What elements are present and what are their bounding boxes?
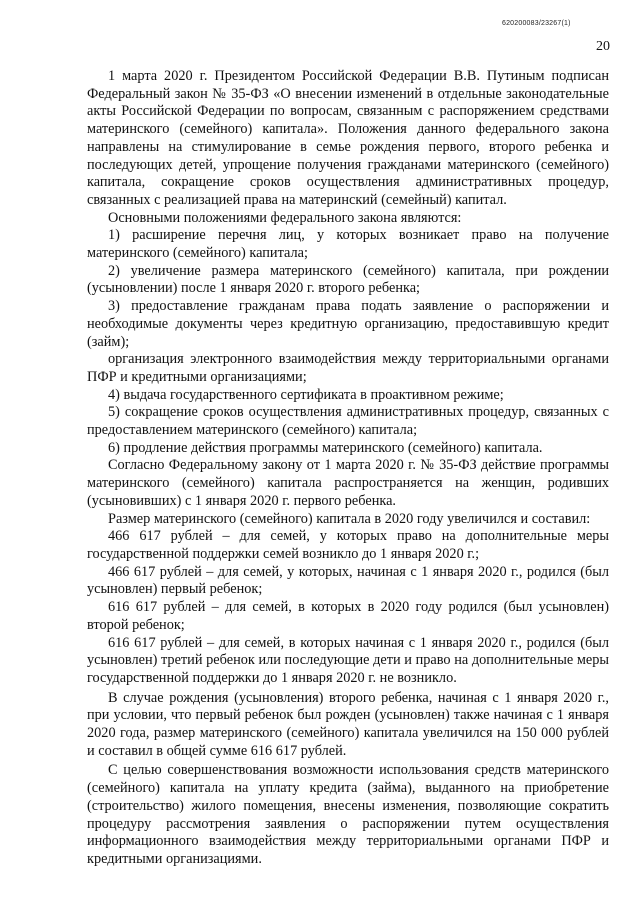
list-item-provision-3-cont: организация электронного взаимодействия между территориальными органами ПФР и кредитными организациями; xyxy=(87,351,609,385)
list-item-amount-3: 616 617 рублей – для семей, в которых в 2020 году родился (был усыновлен) второй ребенок; xyxy=(87,599,609,633)
list-item-amount-1: 466 617 рублей – для семей, у которых право на дополнительные меры государственной поддержки семей возникло до 1 января 2020 г.; xyxy=(87,528,609,562)
list-item-amount-2: 466 617 рублей – для семей, у которых, начиная с 1 января 2020 г., родился (был усыновлен) первый ребенок; xyxy=(87,563,609,598)
list-item-amount-4: 616 617 рублей – для семей, в которых начиная с 1 января 2020 г., родился (был усыновлен) третий ребенок или последующие дети и право на дополнительные меры государственной поддержки до 1 января 2020 г. не возникло. xyxy=(87,634,609,686)
document-body xyxy=(87,68,609,869)
paragraph-credit-improvement: С целью совершенствования возможности использования средств материнского (семейного) капитала на уплату кредита (займа), выданного на приобретение (строительство) жилого помещения, внесены изменения, позволяющие сократить процедуру рассмотрения заявления о распоряжении путем осуществления информационного взаимодействия между территориальными органами ПФР и кредитными организациями. xyxy=(87,762,609,867)
paragraph-program-scope: Согласно Федеральному закону от 1 марта 2020 г. № 35-ФЗ действие программы материнского (семейного) капитала распространяется на женщин, родивших (усыновивших) с 1 января 2020 г. первого ребенка. xyxy=(87,457,609,509)
paragraph-capital-size-intro: Размер материнского (семейного) капитала в 2020 году увеличился и составил: xyxy=(108,510,591,527)
page-number: 20 xyxy=(596,39,610,54)
document-id: 620200083/23267(1) xyxy=(502,20,571,27)
paragraph-second-child: В случае рождения (усыновления) второго ребенка, начиная с 1 января 2020 г., при условии, что первый ребенок был рожден (усыновлен) также начиная с 1 января 2020 года, размер материнского (семейного) капитала увеличился на 150 000 рублей и составил в общей сумме 616 617 рублей. xyxy=(87,689,609,759)
list-item-provision-3: 3) предоставление гражданам права подать заявление о распоряжении и необходимые документы через кредитную организацию, предоставившую кредит (займ); xyxy=(87,298,609,350)
list-item-provision-5: 5) сокращение сроков осуществления административных процедур, связанных с предоставлением материнского (семейного) капитала; xyxy=(87,404,609,439)
paragraph-main-provisions-intro: Основными положениями федерального закона являются: xyxy=(108,209,462,226)
list-item-provision-6: 6) продление действия программы материнского (семейного) капитала. xyxy=(108,439,543,456)
list-item-provision-1: 1) расширение перечня лиц, у которых возникает право на получение материнского (семейного) капитала; xyxy=(87,227,609,262)
list-item-provision-2: 2) увеличение размера материнского (семейного) капитала, при рождении (усыновлении) после 1 января 2020 г. второго ребенка; xyxy=(87,262,609,297)
list-item-provision-4: 4) выдача государственного сертификата в проактивном режиме; xyxy=(108,386,504,403)
paragraph-law-signing: 1 марта 2020 г. Президентом Российской Федерации В.В. Путиным подписан Федеральный закон № 35-ФЗ «О внесении изменений в отдельные законодательные акты Российской Федерации по вопросам, связанным с распоряжением средствами материнского (семейного) капитала». Положения данного федерального закона направлены на стимулирование в семье рождения первого, второго ребенка и последующих детей, упрощение получения гражданами материнского (семейного) капитала, сокращение сроков осуществления административных процедур, связанных с реализацией права на материнский (семейный) капитал. xyxy=(87,68,609,208)
